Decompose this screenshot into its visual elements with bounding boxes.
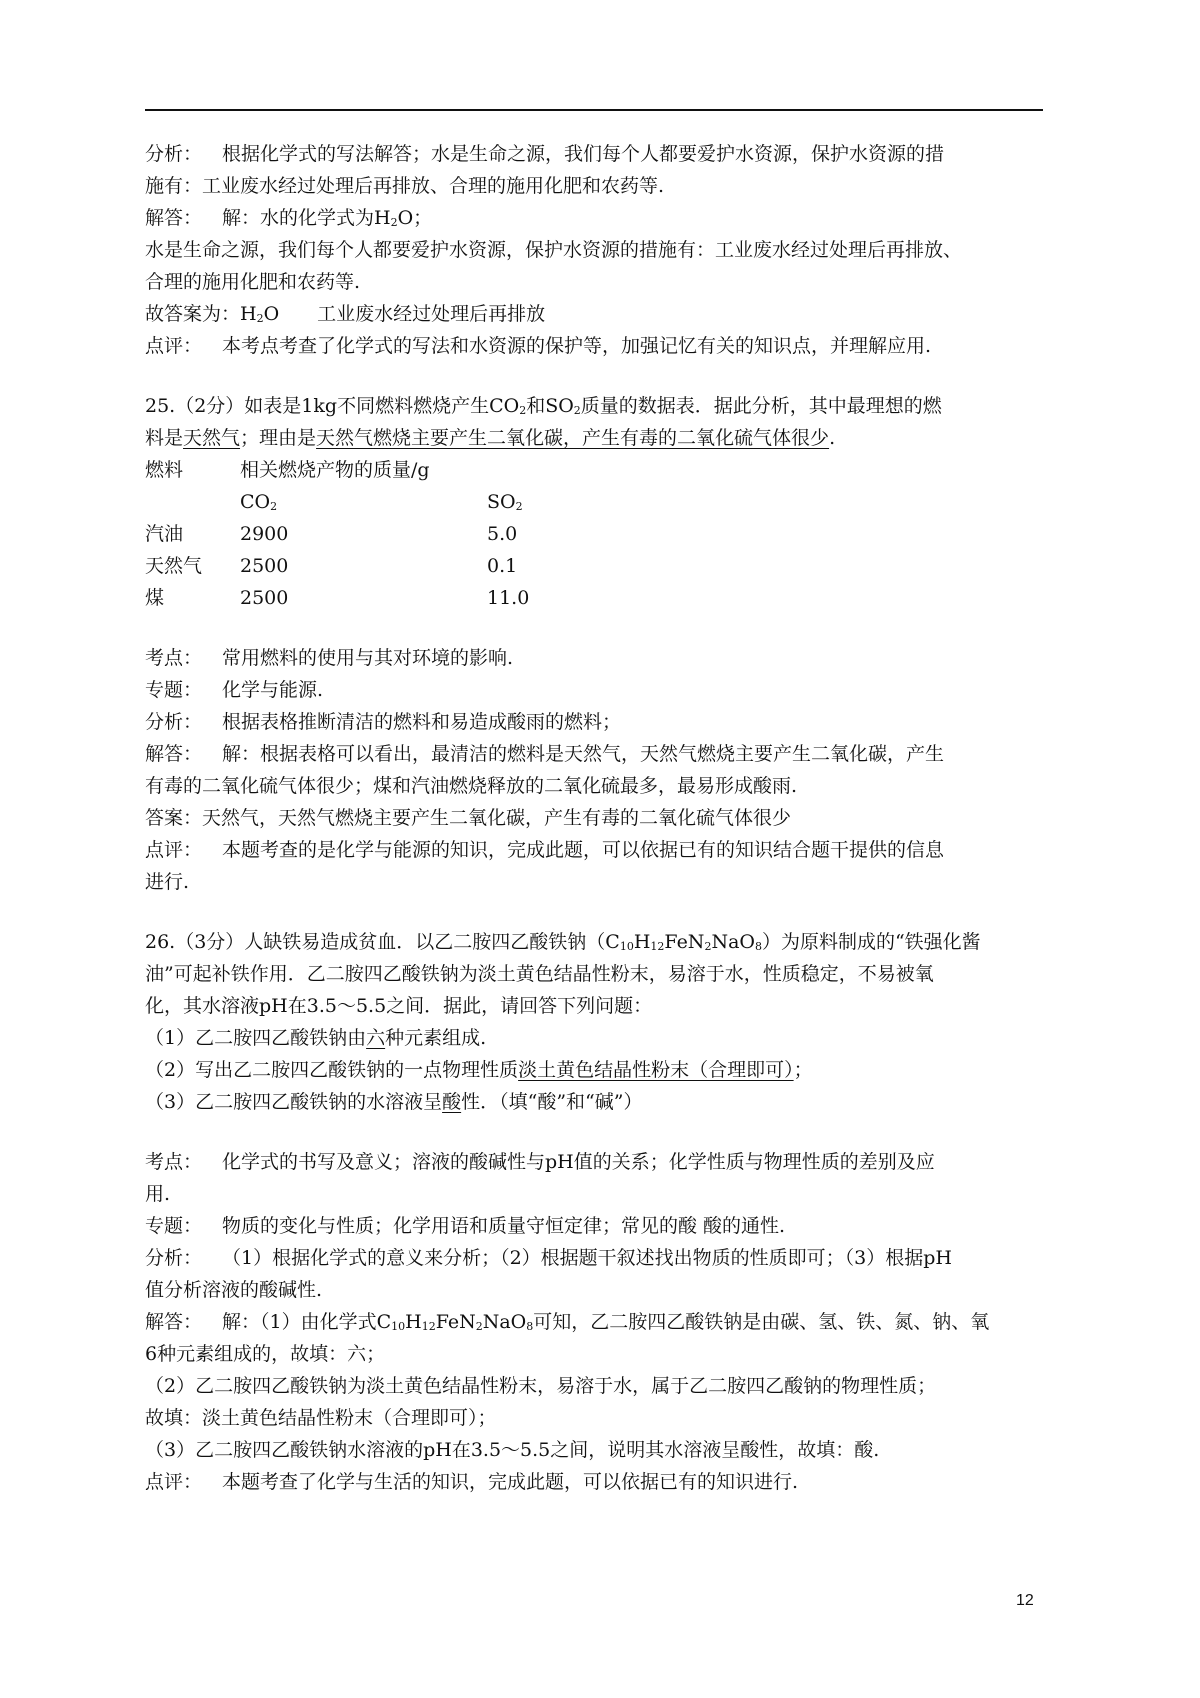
q26-blank-3: 酸	[442, 1091, 462, 1113]
q26-stem-line-2: 油”可起补铁作用．乙二胺四乙酸铁钠为淡土黄色结晶性粉末，易溶于水，性质稳定，不易被氧	[145, 963, 934, 985]
table-header-row	[145, 454, 1043, 486]
table-row	[145, 582, 1043, 614]
q26-part-1: （1）乙二胺四乙酸铁钠由六种元素组成.	[145, 1027, 487, 1049]
header-co2: $CO_2$	[240, 491, 278, 513]
q25-answer-line-2: 有毒的二氧化硫气体很少；煤和汽油燃烧释放的二氧化硫最多，最易形成酸雨.	[145, 775, 798, 797]
q26-answer-line-2: 6种元素组成的，故填：六；	[145, 1343, 386, 1365]
q26-analysis-line-2: 值分析溶液的酸碱性.	[145, 1279, 323, 1301]
cell-fuel: 天然气	[145, 555, 203, 577]
q24-analysis-line-2: 施有：工业废水经过处理后再排放、合理的施用化肥和农药等.	[145, 175, 665, 197]
cell-co2: 2500	[240, 587, 289, 609]
q25-final-answer: 答案：天然气，天然气燃烧主要产生二氧化碳，产生有毒的二氧化硫气体很少	[145, 807, 792, 829]
cell-so2: 5.0	[487, 523, 518, 545]
label: 解答：	[145, 207, 203, 229]
q26-stem-line-3: 化，其水溶液pH在3.5～5.5之间．据此，请回答下列问题：	[145, 995, 653, 1017]
q26-answer-line-5: （3）乙二胺四乙酸铁钠水溶液的pH在3.5～5.5之间，说明其水溶液呈酸性，故填：酸.	[145, 1439, 880, 1461]
label: 分析：	[145, 143, 203, 165]
q26-point-line-1: 考点： 化学式的书写及意义；溶液的酸碱性与pH值的关系；化学性质与物理性质的差别及应	[145, 1151, 935, 1173]
fuel-data-table	[145, 454, 1043, 614]
q24-answer-line-3: 合理的施用化肥和农药等.	[145, 271, 361, 293]
page-number: 12	[1016, 1592, 1034, 1609]
q26-comment: 点评： 本题考查了化学与生活的知识，完成此题，可以依据已有的知识进行.	[145, 1471, 799, 1493]
q26-topic: 专题： 物质的变化与性质；化学用语和质量守恒定律；常见的酸 酸的通性.	[145, 1215, 786, 1237]
q24-comment: 点评： 本考点考查了化学式的写法和水资源的保护等，加强记忆有关的知识点，并理解应用.	[145, 335, 932, 357]
q26-part-2: （2）写出乙二胺四乙酸铁钠的一点物理性质淡土黄色结晶性粉末（合理即可）；	[145, 1059, 813, 1081]
text: 根据化学式的写法解答；水是生命之源，我们每个人都要爱护水资源，保护水资源的措	[222, 143, 945, 165]
cell-co2: 2900	[240, 523, 289, 545]
q26-blank-1: 六	[366, 1027, 386, 1049]
cell-so2: 11.0	[487, 587, 530, 609]
cell-co2: 2500	[240, 555, 289, 577]
header-so2: $SO_2$	[487, 491, 523, 513]
header-mass: 相关燃烧产物的质量/g	[240, 459, 430, 481]
cell-fuel: 汽油	[145, 523, 184, 545]
q26-blank-2: 淡土黄色结晶性粉末（合理即可）	[518, 1059, 794, 1081]
q26-point-line-2: 用.	[145, 1183, 171, 1205]
q25-stem-line-2: 料是天然气；理由是天然气燃烧主要产生二氧化碳，产生有毒的二氧化硫气体很少.	[145, 427, 836, 449]
cell-fuel: 煤	[145, 587, 165, 609]
q24-answer-line-2: 水是生命之源，我们每个人都要爱护水资源，保护水资源的措施有：工业废水经过处理后再排放、	[145, 239, 963, 261]
table-row	[145, 518, 1043, 550]
q25-blank-1: 天然气	[183, 427, 241, 449]
q25-blank-2: 天然气燃烧主要产生二氧化碳，产生有毒的二氧化硫气体很少	[316, 427, 830, 449]
header-rule	[145, 109, 1043, 111]
q26-stem-line-1: 26.（3分）人缺铁易造成贫血．以乙二胺四乙酸铁钠$(C_{10}H_{12}FeN_2NaO_8)$为原料制成的“铁强化酱	[145, 931, 981, 953]
q26-analysis-line-1: 分析： （1）根据化学式的意义来分析；（2）根据题干叙述找出物质的性质即可；（3）根据pH	[145, 1247, 952, 1269]
q25-comment-line-1: 点评： 本题考查的是化学与能源的知识，完成此题，可以依据已有的知识结合题干提供的信息	[145, 839, 945, 861]
q25-analysis: 分析： 根据表格推断清洁的燃料和易造成酸雨的燃料；	[145, 711, 622, 733]
q25-topic: 专题： 化学与能源.	[145, 679, 324, 701]
cell-so2: 0.1	[487, 555, 518, 577]
table-subheader-row	[145, 486, 1043, 518]
q25-point: 考点： 常用燃料的使用与其对环境的影响.	[145, 647, 514, 669]
q24-analysis-line-1	[145, 138, 1043, 170]
q25-answer-line-1: 解答： 解：根据表格可以看出，最清洁的燃料是天然气，天然气燃烧主要产生二氧化碳，产生	[145, 743, 945, 765]
q24-final-answer: 故答案为：$H_2O$ 工业废水经过处理后再排放	[145, 303, 546, 325]
q26-answer-line-1: 解答： 解：（1）由化学式$C_{10}H_{12}FeN_2NaO_8$可知，乙二胺四乙酸铁钠是由碳、氢、铁、氮、钠、氧	[145, 1311, 990, 1333]
q25-comment-line-2: 进行.	[145, 871, 190, 893]
q25-stem-line-1: 25.（2分）如表是1kg不同燃料燃烧产生$CO_2$和$SO_2$质量的数据表．据此分析，其中最理想的燃	[145, 395, 942, 417]
q26-answer-line-4: 故填：淡土黄色结晶性粉末（合理即可）；	[145, 1407, 497, 1429]
header-fuel: 燃料	[145, 459, 184, 481]
q26-part-3: （3）乙二胺四乙酸铁钠的水溶液呈酸性．（填“酸”和“碱”）	[145, 1091, 643, 1113]
document-body	[145, 138, 1043, 1498]
q26-answer-line-3: （2）乙二胺四乙酸铁钠为淡土黄色结晶性粉末，易溶于水，属于乙二胺四乙酸钠的物理性质；	[145, 1375, 937, 1397]
table-row	[145, 550, 1043, 582]
q24-answer-line-1: 解答： 解：水的化学式为$H_2O$；	[145, 202, 1043, 234]
